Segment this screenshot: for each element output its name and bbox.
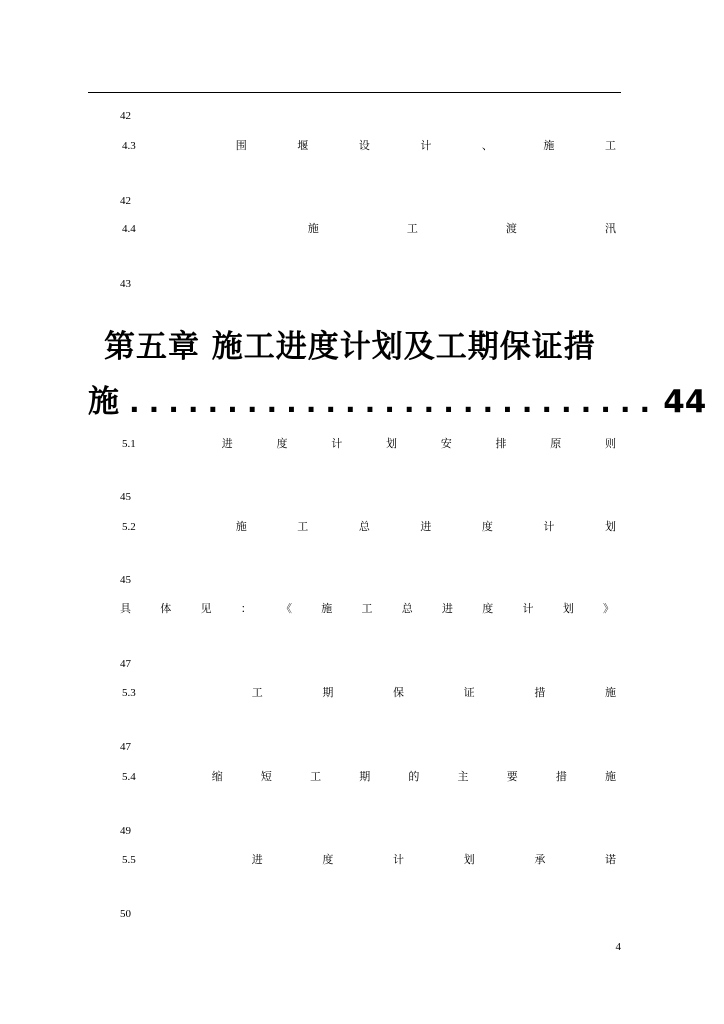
header-rule bbox=[88, 92, 621, 93]
toc-entry-number: 5.3 bbox=[122, 687, 136, 699]
toc-page-ref: 43 bbox=[120, 278, 131, 290]
toc-entry-number: 5.2 bbox=[122, 521, 136, 533]
toc-entry-5-4[interactable] bbox=[122, 770, 616, 784]
toc-entry-number: 5.4 bbox=[122, 771, 136, 783]
chapter-heading-tail: 施 bbox=[88, 384, 119, 420]
toc-entry-title: 围 堰 设 计 、 施 工 bbox=[235, 139, 616, 152]
toc-entry-title: 缩 短 工 期 的 主 要 措 施 bbox=[211, 770, 616, 783]
toc-page-ref: 42 bbox=[120, 110, 131, 122]
toc-entry-5-3[interactable] bbox=[122, 686, 616, 700]
toc-entry-title: 施 工 总 进 度 计 划 bbox=[235, 520, 616, 533]
toc-entry-number: 4.3 bbox=[122, 140, 136, 152]
toc-note-schedule[interactable] bbox=[120, 602, 614, 616]
toc-entry-4-4[interactable] bbox=[122, 222, 616, 236]
toc-entry-number: 5.5 bbox=[122, 854, 136, 866]
toc-entry-5-1[interactable] bbox=[122, 437, 616, 451]
toc-page-ref: 45 bbox=[120, 491, 131, 503]
toc-entry-title: 进 度 计 划 安 排 原 则 bbox=[221, 437, 616, 450]
toc-entry-number: 4.4 bbox=[122, 223, 136, 235]
chapter-page-number: 44 bbox=[663, 384, 707, 420]
footer-page-number: 4 bbox=[615, 941, 621, 953]
chapter-heading-continuation[interactable] bbox=[88, 382, 707, 423]
toc-page-ref: 42 bbox=[120, 195, 131, 207]
toc-page-ref: 49 bbox=[120, 825, 131, 837]
toc-entry-title: 工 期 保 证 措 施 bbox=[251, 686, 616, 699]
toc-page-ref: 50 bbox=[120, 908, 131, 920]
toc-page-ref: 47 bbox=[120, 741, 131, 753]
toc-note-text: 具 体 见 ： 《 施 工 总 进 度 计 划 》 bbox=[120, 602, 614, 615]
toc-entry-title: 进 度 计 划 承 诺 bbox=[251, 853, 616, 866]
toc-page-ref: 47 bbox=[120, 658, 131, 670]
toc-entry-5-5[interactable] bbox=[122, 853, 616, 867]
toc-leader-dots: ........................... bbox=[129, 386, 660, 419]
toc-entry-5-2[interactable] bbox=[122, 520, 616, 534]
toc-entry-number: 5.1 bbox=[122, 438, 136, 450]
toc-entry-title: 施 工 渡 汛 bbox=[307, 222, 616, 235]
toc-entry-4-3[interactable] bbox=[122, 139, 616, 153]
toc-page-ref: 45 bbox=[120, 574, 131, 586]
chapter-heading[interactable]: 第五章 施工进度计划及工期保证措 bbox=[104, 329, 596, 365]
